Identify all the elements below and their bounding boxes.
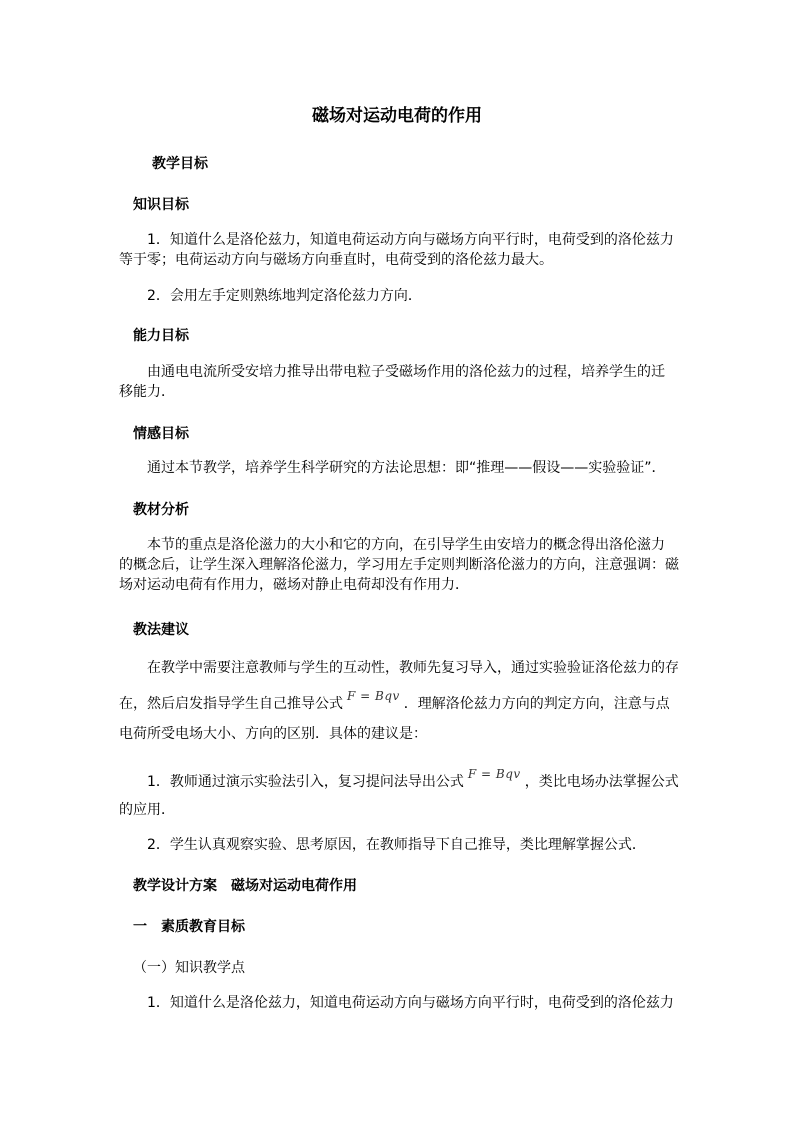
heading-ability-goals: 能力目标 [133,328,189,344]
heading-teaching-goals: 教学目标 [152,156,208,172]
paragraph-ability [119,362,679,402]
formula-image: F = Bqv [347,689,400,703]
text-segment: ，类比电场办法掌握公式 [524,774,679,790]
paragraph-method-line-2 [119,689,670,714]
formula-image: F = Bqv [467,767,521,781]
text-line: 移能力． [119,384,175,400]
text-segment: ．理解洛伦兹力方向的判定方向，注意与点 [403,696,670,712]
heading-subsection-1: （一）知识教学点 [133,960,245,976]
heading-knowledge-goals: 知识目标 [133,197,189,213]
heading-section-1: 一 素质教育目标 [133,919,245,935]
text-line: 场对运动电荷有作用力，磁场对静止电荷却没有作用力． [119,577,469,593]
text-segment: 1．教师通过演示实验法引入，复习提问法导出公式 [147,774,464,790]
heading-emotion-goals: 情感目标 [133,426,189,442]
text-line: 的概念后，让学生深入理解洛伦滋力，学习用左手定则判断洛伦滋力的方向，注意强调：磁 [119,557,679,573]
paragraph-suggestion-1-line-1 [147,767,679,792]
text-line: 等于零；电荷运动方向与磁场方向垂直时，电荷受到的洛伦兹力最大。 [119,252,553,268]
document-title: 磁场对运动电荷的作用 [312,106,482,126]
paragraph-knowledge-item-2: 2．会用左手定则熟练地判定洛伦兹力方向． [147,288,422,304]
heading-material-analysis: 教材分析 [133,502,189,518]
text-line: 1．知道什么是洛伦兹力，知道电荷运动方向与磁场方向平行时，电荷受到的洛伦兹力 [147,232,674,248]
paragraph-knowledge-point-1: 1．知道什么是洛伦兹力，知道电荷运动方向与磁场方向平行时，电荷受到的洛伦兹力 [147,995,674,1011]
text-segment: 在，然后启发指导学生自己推导公式 [119,696,343,712]
paragraph-suggestion-1-line-2: 的应用． [119,802,175,818]
text-line: 本节的重点是洛伦滋力的大小和它的方向，在引导学生由安培力的概念得出洛伦滋力 [147,537,665,553]
paragraph-suggestion-2: 2．学生认真观察实验、思考原因，在教师指导下自己推导，类比理解掌握公式． [147,837,646,853]
paragraph-emotion: 通过本节教学，培养学生科学研究的方法论思想：即“推理——假设——实验验证”． [147,460,666,476]
paragraph-method-line-3: 电荷所受电场大小、方向的区别．具体的建议是： [119,726,427,742]
paragraph-material-analysis [119,535,679,595]
paragraph-knowledge-item-1 [119,230,679,270]
text-line: 由通电电流所受安培力推导出带电粒子受磁场作用的洛伦兹力的过程，培养学生的迁 [147,364,665,380]
paragraph-method-line-1: 在教学中需要注意教师与学生的互动性，教师先复习导入，通过实验验证洛伦兹力的存 [147,660,679,676]
heading-design-plan: 教学设计方案 磁场对运动电荷作用 [133,878,357,894]
heading-method-suggestion: 教法建议 [133,622,189,638]
